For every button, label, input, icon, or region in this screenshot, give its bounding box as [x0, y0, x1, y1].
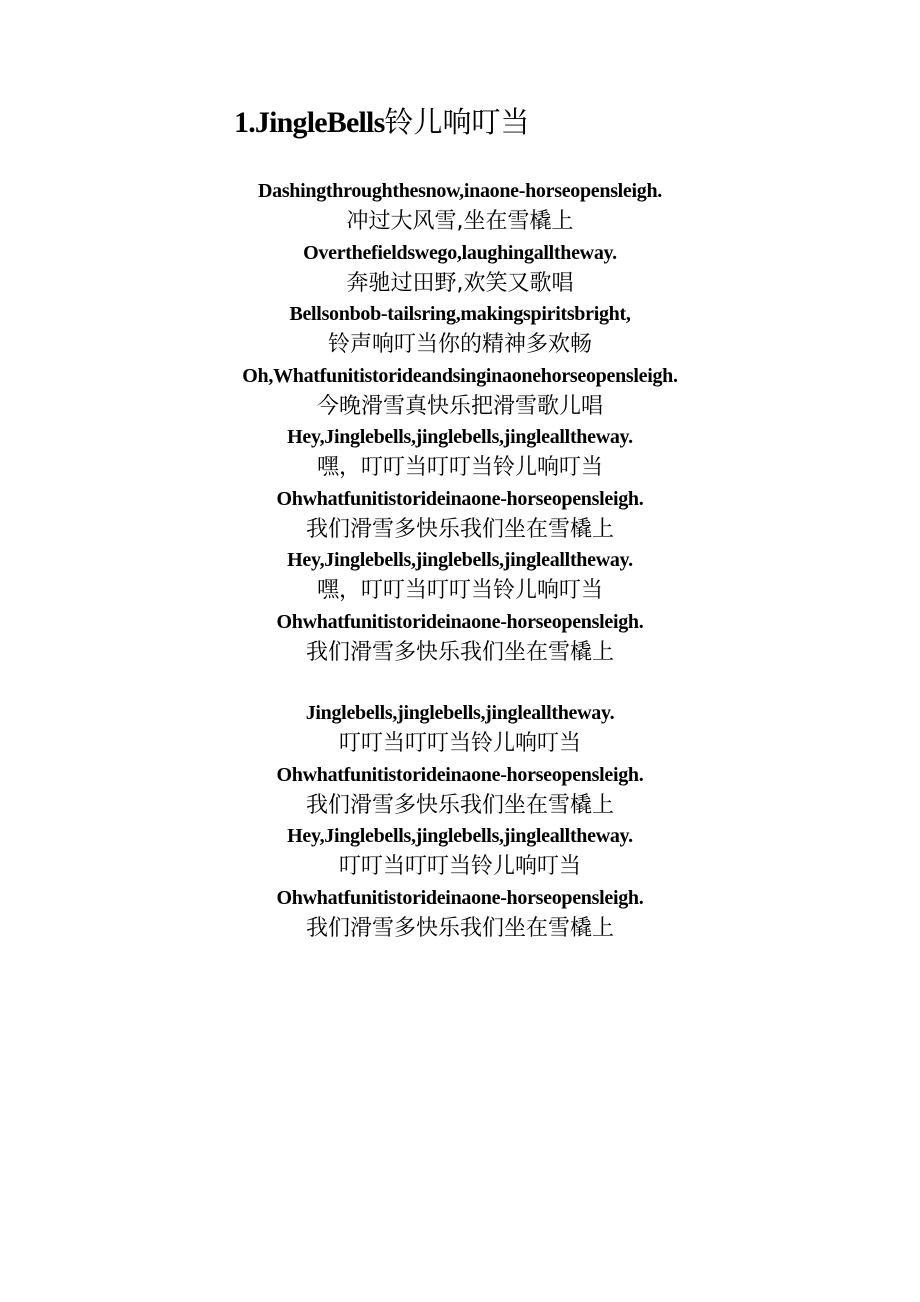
- verse-1: [0, 176, 920, 668]
- verse-2: [0, 698, 920, 944]
- song-title: [234, 100, 529, 145]
- lyric-line-english: Hey,Jinglebells,jinglebells,jinglealltheway.: [287, 426, 633, 448]
- lyric-line-chinese: 奔驰过田野,欢笑又歌唱: [346, 270, 574, 296]
- lyric-line-english: Bellsonbob-tailsring,makingspiritsbright,: [289, 303, 631, 325]
- lyric-line-english: Overthefieldswego,laughingalltheway.: [303, 241, 617, 264]
- song-title-chinese: 铃儿响叮当: [384, 105, 530, 139]
- lyric-line-english: Ohwhatfunitistorideinaone-horseopensleigh.: [276, 886, 644, 909]
- lyric-line-english: Hey,Jinglebells,jinglebells,jinglealltheway.: [287, 825, 633, 847]
- lyric-line-chinese: 嘿，叮叮当叮叮当铃儿响叮当: [316, 455, 603, 480]
- song-title-english: 1.JingleBells: [234, 106, 385, 139]
- lyric-line-english: Ohwhatfunitistorideinaone-horseopensleigh.: [276, 763, 644, 786]
- lyrics: [0, 176, 920, 944]
- lyric-line-chinese: 我们滑雪多快乐我们坐在雪橇上: [305, 639, 614, 665]
- lyric-line-chinese: 我们滑雪多快乐我们坐在雪橇上: [305, 792, 614, 818]
- lyric-line-chinese: 我们滑雪多快乐我们坐在雪橇上: [305, 915, 614, 941]
- lyric-line-chinese: 叮叮当叮叮当铃儿响叮当: [338, 731, 581, 756]
- lyric-line-chinese: 铃声响叮当你的精神多欢畅: [327, 332, 592, 357]
- lyric-line-english: Jinglebells,jinglebells,jinglealltheway.: [305, 702, 615, 724]
- lyric-line-english: Dashingthroughthesnow,inaone-horseopensleigh.: [257, 180, 662, 202]
- lyric-line-english: Hey,Jinglebells,jinglebells,jinglealltheway.: [287, 549, 633, 571]
- lyric-line-chinese: 今晚滑雪真快乐把滑雪歌儿唱: [316, 393, 603, 419]
- lyric-line-chinese: 冲过大风雪,坐在雪橇上: [346, 209, 574, 234]
- lyric-line-english: Ohwhatfunitistorideinaone-horseopensleigh.: [276, 610, 644, 633]
- lyric-line-chinese: 叮叮当叮叮当铃儿响叮当: [338, 854, 581, 879]
- lyric-line-english: Ohwhatfunitistorideinaone-horseopensleigh.: [276, 487, 644, 510]
- lyric-line-chinese: 我们滑雪多快乐我们坐在雪橇上: [305, 516, 614, 542]
- lyric-line-english: Oh,Whatfunitistorideandsinginaonehorseopensleigh.: [242, 364, 678, 387]
- lyric-line-chinese: 嘿，叮叮当叮叮当铃儿响叮当: [316, 578, 603, 603]
